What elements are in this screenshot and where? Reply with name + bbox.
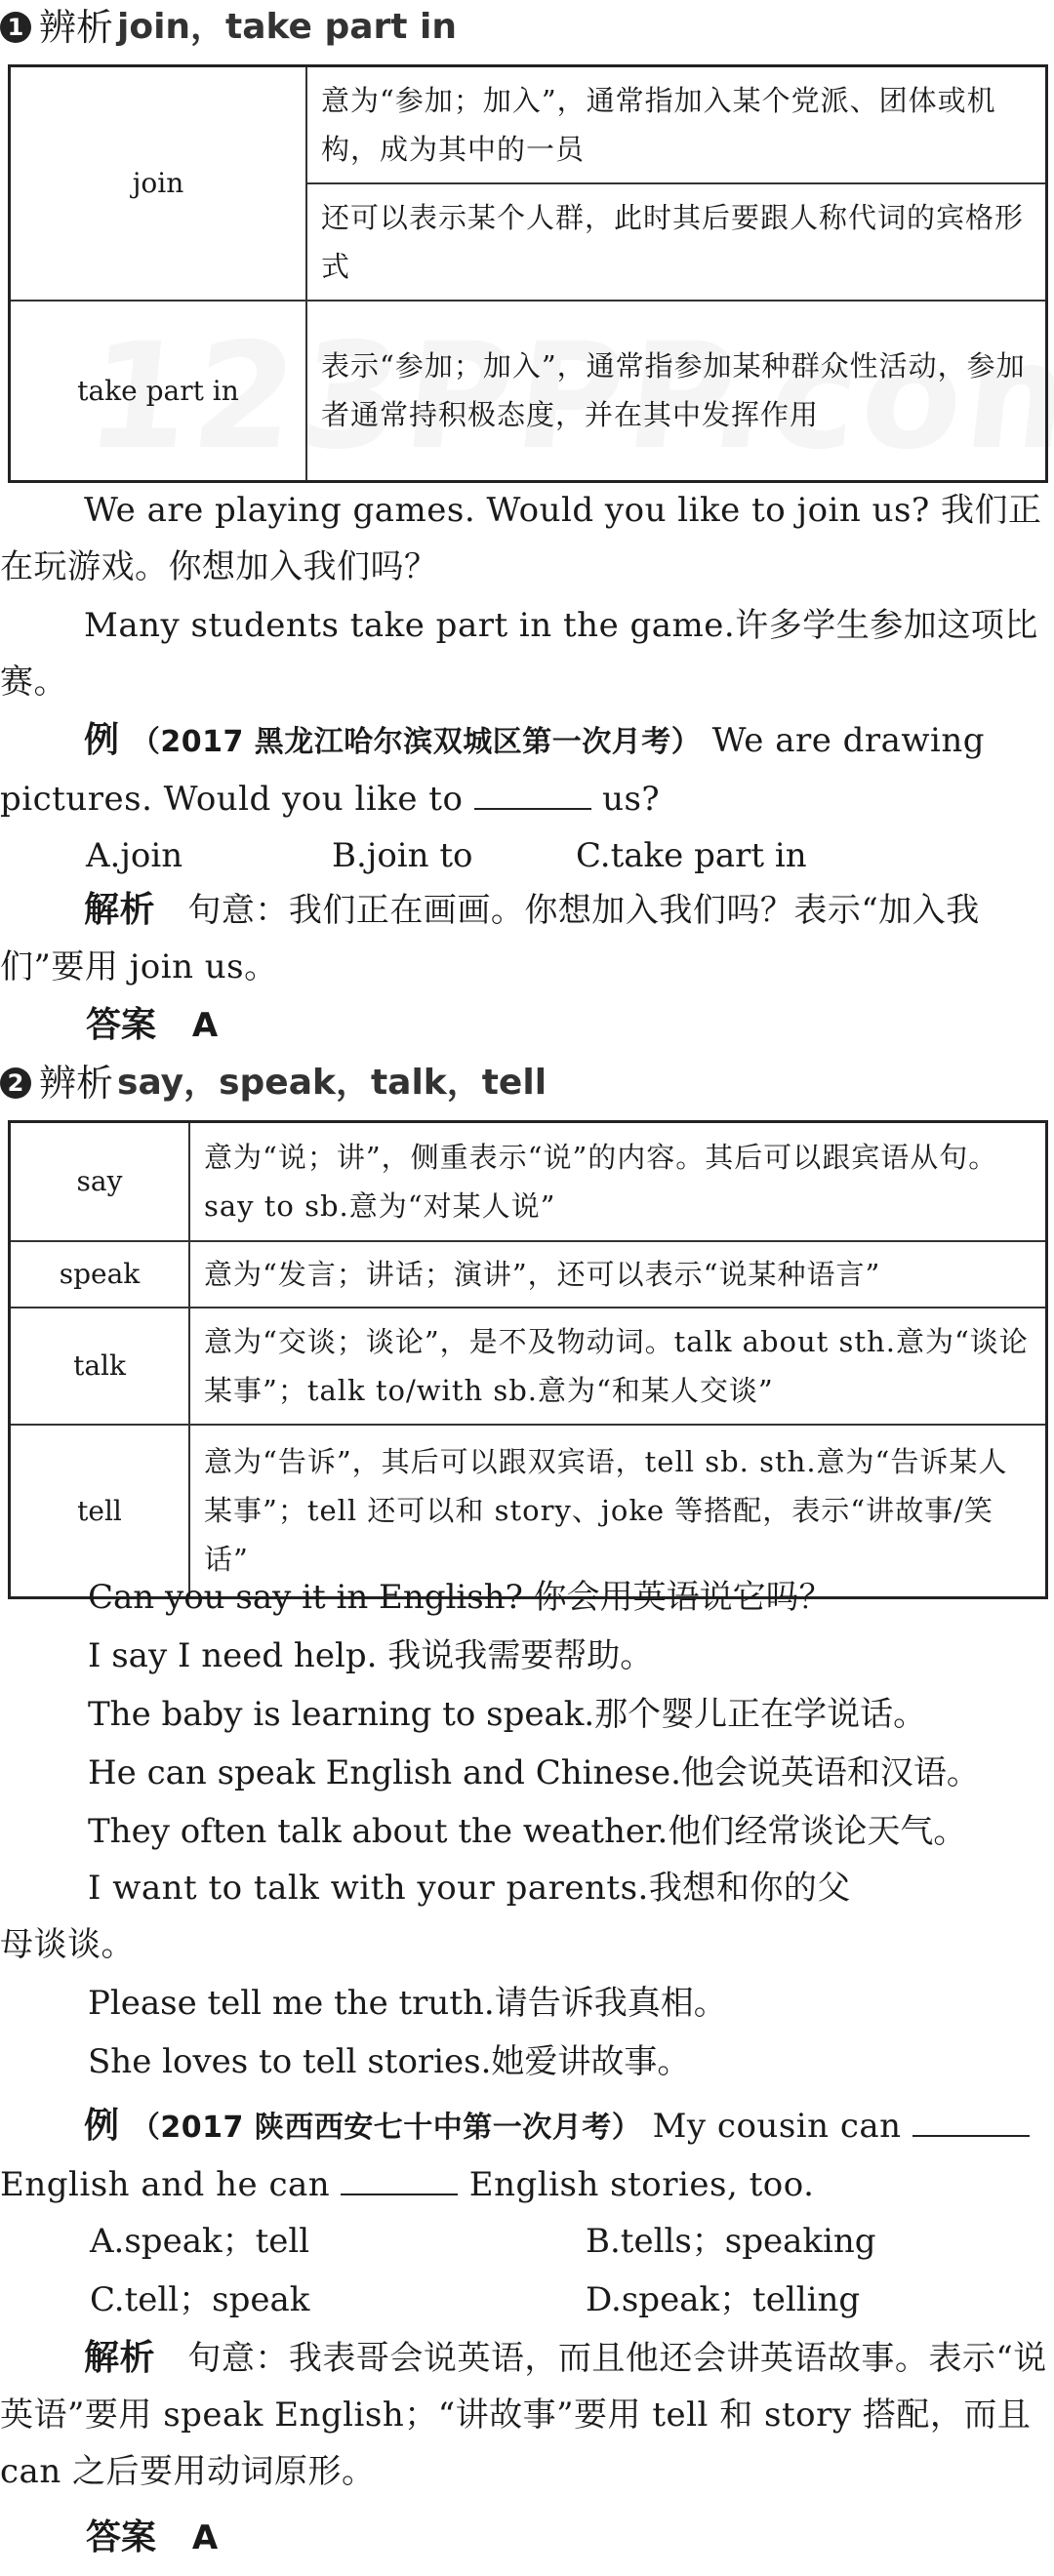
table-term-cell: take part in [10, 301, 307, 482]
question-text: We are drawing pictures. Would you like to [0, 721, 986, 819]
exercise-question [0, 712, 1050, 827]
analysis-label: 解析 [84, 890, 156, 930]
question-text: English and he can [0, 2165, 331, 2204]
analysis-text: 句意：我们正在画画。你想加入我们吗？表示“加入我们”要用 join us。 [0, 891, 980, 986]
analysis-text: 句意：我表哥会说英语，而且他还会讲英语故事。表示“说英语”要用 speak English；“讲故事”要用 tell 和 story 搭配，而且 can 之后要用动词原形。 [0, 2339, 1047, 2491]
answer-line [86, 2516, 218, 2560]
section-2-heading [0, 1062, 547, 1105]
comparison-table-1 [8, 64, 1048, 483]
table-row [10, 1122, 1047, 1241]
option-c: C.tell；speak [90, 2280, 310, 2319]
table-row [10, 1308, 1047, 1425]
example-sentence: He can speak English and Chinese.他会说英语和汉语。 [88, 1753, 980, 1792]
table-definition-cell: 表示“参加；加入”，通常指参加某种群众性活动，参加者通常持积极态度，并在其中发挥作用 [306, 301, 1047, 482]
answer-blank [474, 779, 591, 810]
answer-blank [341, 2164, 458, 2195]
section-number-badge: 2 [0, 1067, 31, 1099]
comparison-table-2 [8, 1120, 1048, 1599]
example-sentence: I say I need help. 我说我需要帮助。 [88, 1636, 654, 1675]
answer-line [86, 1003, 218, 1048]
section-heading-words: join，take part in [117, 7, 458, 47]
table-term-cell: tell [10, 1425, 190, 1598]
section-heading-label: 辨析 [39, 6, 114, 49]
table-row [10, 66, 1047, 183]
exercise-source: （2017 黑龙江哈尔滨双城区第一次月考） [130, 725, 702, 759]
table-term-cell: say [10, 1122, 190, 1241]
answer-label: 答案 [86, 2517, 157, 2557]
exercise-label: 例 [84, 720, 120, 760]
option-a: A.speak；tell [90, 2222, 310, 2261]
example-sentence: Many students take part in the game.许多学生参加这项比赛。 [0, 606, 1038, 702]
example-sentence: We are playing games. Would you like to join us? 我们正在玩游戏。你想加入我们吗？ [0, 491, 1042, 586]
table-definition-cell: 意为“交谈；谈论”，是不及物动词。talk about sth.意为“谈论某事”；talk to/with sb.意为“和某人交谈” [189, 1308, 1047, 1425]
exercise-label: 例 [84, 2106, 120, 2146]
analysis-label: 解析 [84, 2338, 156, 2378]
section-heading-words: say，speak，talk，tell [117, 1063, 547, 1103]
table-term-cell: speak [10, 1241, 190, 1308]
section-heading-label: 辨析 [39, 1062, 114, 1105]
table-definition-cell: 意为“说；讲”，侧重表示“说”的内容。其后可以跟宾语从句。say to sb.意为“对某人说” [189, 1122, 1047, 1241]
analysis-paragraph [0, 882, 1050, 995]
option-a: A.join [86, 836, 183, 875]
option-d: D.speak；telling [586, 2280, 861, 2319]
table-term-cell: talk [10, 1308, 190, 1425]
example-sentence: Can you say it in English? 你会用英语说它吗？ [88, 1578, 832, 1617]
example-sentence: They often talk about the weather.他们经常谈论天气。 [88, 1812, 967, 1851]
option-b: B.join to [332, 836, 473, 875]
example-sentence: The baby is learning to speak.那个婴儿正在学说话。 [88, 1695, 927, 1734]
table-row [10, 1425, 1047, 1598]
answer-value: A [191, 1006, 219, 1045]
table-term-cell: join [10, 66, 307, 301]
section-1-heading [0, 6, 457, 49]
table-definition-cell: 意为“参加；加入”，通常指加入某个党派、团体或机构，成为其中的一员 [306, 66, 1047, 183]
table-row [10, 301, 1047, 482]
question-text: My cousin can [652, 2107, 902, 2146]
option-c: C.take part in [576, 836, 807, 875]
example-sentence: Please tell me the truth.请告诉我真相。 [88, 1984, 727, 2023]
table-definition-cell: 意为“发言；讲话；演讲”，还可以表示“说某种语言” [189, 1241, 1047, 1308]
analysis-paragraph [0, 2330, 1050, 2500]
answer-label: 答案 [86, 1005, 157, 1045]
question-text: us? [602, 780, 661, 819]
exercise-question [0, 2098, 1050, 2213]
example-sentence: I want to talk with your parents.我想和你的父母谈谈。 [0, 1869, 851, 1964]
question-text: English stories, too. [468, 2165, 815, 2204]
answer-blank [912, 2106, 1030, 2137]
table-definition-cell: 意为“告诉”，其后可以跟双宾语，tell sb. sth.意为“告诉某人某事”；tell 还可以和 story、joke 等搭配，表示“讲故事/笑话” [189, 1425, 1047, 1598]
option-b: B.tells；speaking [586, 2222, 876, 2261]
exercise-source: （2017 陕西西安七十中第一次月考） [130, 2111, 642, 2145]
example-sentence: She loves to tell stories.她爱讲故事。 [88, 2042, 691, 2081]
table-definition-cell: 还可以表示某个人群，此时其后要跟人称代词的宾格形式 [306, 183, 1047, 301]
table-row [10, 1241, 1047, 1308]
answer-value: A [191, 2518, 219, 2557]
section-number-badge: 1 [0, 12, 31, 43]
